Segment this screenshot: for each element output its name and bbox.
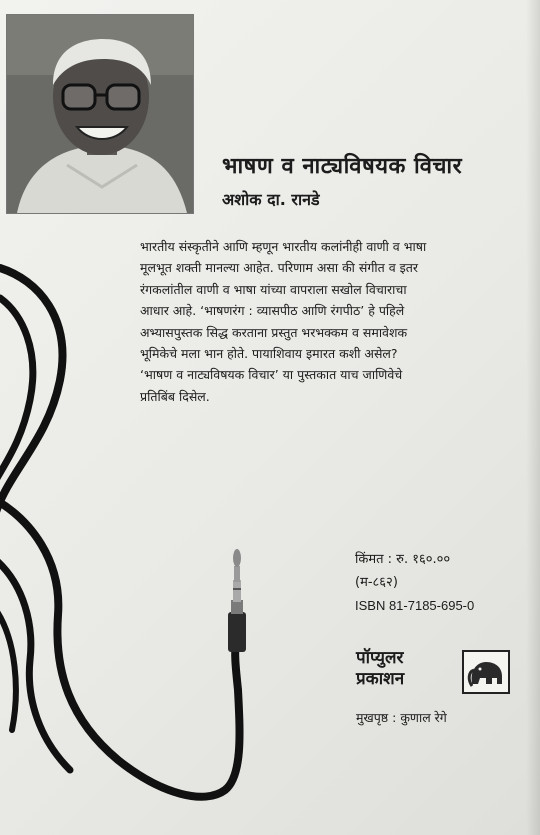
book-title: भाषण व नाट्यविषयक विचार (222, 154, 463, 179)
blurb-line: रंगकलांतील वाणी व भाषा यांच्या वापराला सखोल विचाराचा (140, 281, 407, 297)
blurb-line: मूलभूत शक्ती मानल्या आहेत. परिणाम असा की संगीत व इतर (140, 260, 418, 276)
elephant-logo-icon (462, 650, 510, 694)
publisher-line-2: प्रकाशन (356, 669, 405, 689)
blurb-line: भूमिकेचे मला भान होते. पायाशिवाय इमारत कशी असेल? (140, 346, 398, 362)
publisher-name (356, 648, 452, 690)
blurb-line: ‘भाषण व नाट्यविषयक विचार’ या पुस्तकात याच जाणिवेचे (140, 367, 403, 383)
blurb-line: प्रतिबिंब दिसेल. (140, 388, 210, 404)
blurb-line: भारतीय संस्कृतीने आणि म्हणून भारतीय कलांनीही वाणी व भाषा (140, 239, 427, 254)
cover-design-credit: मुखपृष्ठ : कुणाल रेगे (356, 710, 447, 725)
isbn: ISBN 81-7185-695-0 (355, 598, 475, 613)
spine-shadow (526, 0, 540, 835)
publisher-line-1: पॉप्युलर (356, 648, 404, 668)
blurb-line: अभ्यासपुस्तक सिद्ध करताना प्रस्तुत भरभक्कम व समावेशक (140, 324, 408, 340)
blurb-line: आधार आहे. ‘भाषणरंग : व्यासपीठ आणि रंगपीठ’ हे पहिले (140, 303, 405, 319)
author-name: अशोक दा. रानडे (222, 190, 320, 209)
blurb (140, 236, 485, 407)
price-block (355, 548, 525, 617)
catalog-code: (म-८६२) (355, 575, 398, 590)
author-photo (6, 14, 194, 214)
price-label: किंमत : रु. १६०.०० (355, 552, 451, 567)
